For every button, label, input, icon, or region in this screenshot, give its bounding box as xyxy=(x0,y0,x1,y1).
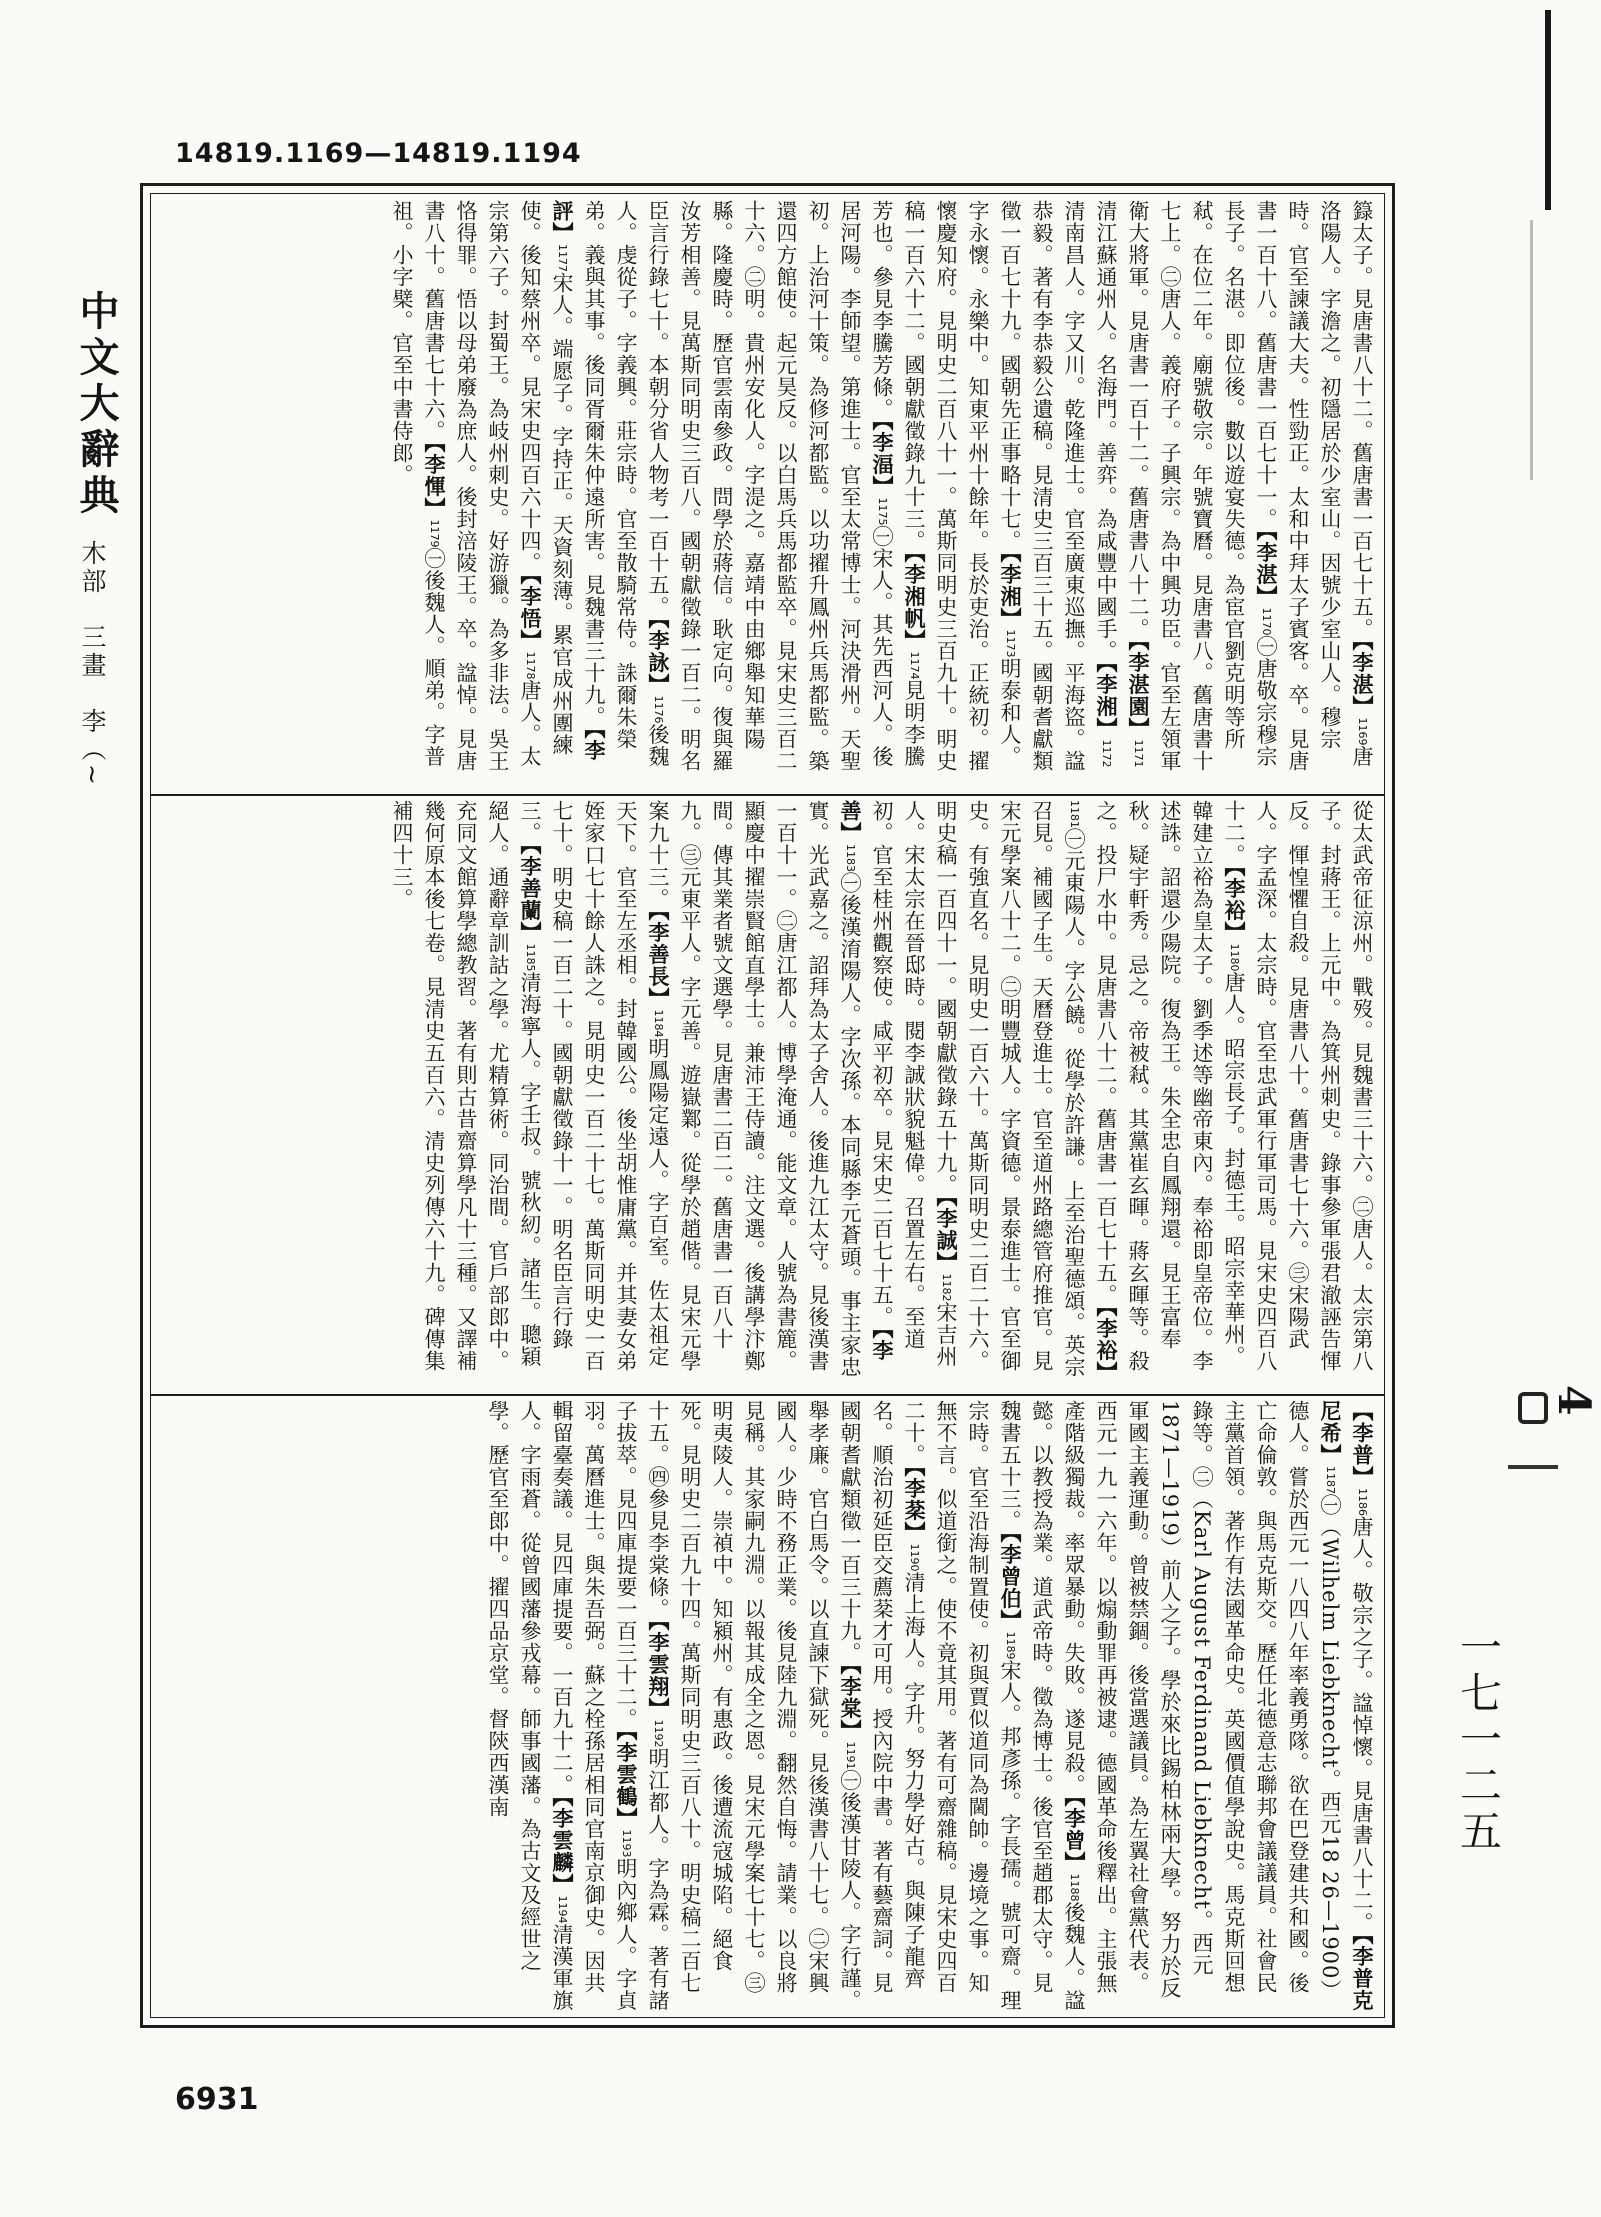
entry-range-header: 14819.1169—14819.1194 xyxy=(175,138,582,169)
entry-headword: 【李曾】 xyxy=(1062,1796,1087,1874)
section-label: 木部 三畫 李（∼ xyxy=(78,540,107,788)
entry-headword: 【李詠】 xyxy=(646,618,671,696)
entry-text: 見明李騰芳也。參見李騰芳條。 xyxy=(870,200,926,768)
entry-text: ㊀後魏人。順弟。字普祖。小字檗。官至中書侍郎。 xyxy=(390,200,446,768)
entry-number: 1183 xyxy=(844,844,857,872)
tier-middle xyxy=(157,800,1378,1388)
entry-text: 清江蘇通州人。名海門。善弈。為咸豐中國手。 xyxy=(1094,200,1118,662)
entry-text: 後魏人。虔從子。字義興。莊宗時。官至散騎常侍。誅爾朱榮弟。義與其事。後同胥爾朱仲遠所害。見魏書三十九。 xyxy=(582,200,670,768)
page-frame xyxy=(140,183,1395,2028)
dictionary-entry xyxy=(1094,800,1246,1372)
entry-headword: 【李湘】 xyxy=(998,552,1023,630)
entry-text: 從太武帝征涼州。戰歿。見魏書三十六。㊁唐人。太宗第八子。封蔣王。上元中。為箕州刺史。錄事參軍張君澈誣告惲反。惲惶懼自殺。見唐書八十。舊唐書七十六。㊂宋陽武人。字孟深。太宗時。官至忠武軍行軍司馬。見宋史四百八十二。 xyxy=(1222,800,1374,1372)
tier-divider-2 xyxy=(151,1394,1384,1396)
entry-number: 1193 xyxy=(620,1829,633,1858)
entry-number: 1179 xyxy=(428,519,441,548)
entry-number: 1174 xyxy=(908,651,921,680)
margin-mark-icon xyxy=(1518,1392,1548,1424)
entry-number: 1186 xyxy=(1356,1488,1369,1516)
entry-headword: 【李湘帆】 xyxy=(902,552,927,652)
entry-number: 1181 xyxy=(1068,800,1081,828)
page-inner-frame xyxy=(150,193,1385,2018)
entry-text: 宋吉州人。宋太宗在晉邸時。閱李誠狀貌魁偉。召置左右。至道初。官至桂州觀察使。咸平初卒。見宋史二百七十五。 xyxy=(870,800,958,1368)
entry-headword: 【李雲翔】 xyxy=(646,1620,671,1720)
entry-text: 唐人。昭宗長子。封德王。昭宗幸華州。韓建立裕為皇太子。劉季述等幽帝東內。奉裕即皇帝位。李述誅。詔還少陽院。復為王。朱全忠自鳳翔還。見王富奉秋。疑宇軒秀。忌之。帝被弒。其黨崔玄暉。蔣玄暉等。殺之。投尸水中。見唐書八十二。舊唐書一百七十五。 xyxy=(1094,800,1246,1372)
entry-headword: 【李裕】 xyxy=(1094,1306,1119,1384)
entry-number: 1173 xyxy=(1004,629,1017,658)
entry-headword: 【李裕】 xyxy=(1222,866,1247,944)
entry-headword: 【李評】 xyxy=(550,200,607,762)
entry-number: 1188 xyxy=(1068,1873,1081,1902)
entry-headword: 【李棠】 xyxy=(838,1664,863,1742)
entry-number: 1180 xyxy=(1228,943,1241,972)
entry-number: 1194 xyxy=(556,1895,569,1924)
entry-headword: 【李雲鶴】 xyxy=(614,1730,639,1830)
tier-top xyxy=(157,200,1378,788)
entry-headword: 【李悟】 xyxy=(518,574,543,652)
entry-headword: 【李湛園】 xyxy=(1126,640,1151,740)
entry-headword: 【李善】 xyxy=(838,800,895,1362)
entry-text: ㊀後漢淯陽人。字次孫。本同縣李元蒼頭。事主家忠實。光武嘉之。詔拜為太子舍人。後進九江太守。見後漢書一百十一。㊁唐江都人。博學淹通。能文章。人號為書簏。顯慶中擢崇賢館直學士。兼沛王侍讀。注文選。後講學汴鄭間。傳其業者號文選學。見唐書二百二。舊唐書一百八十九。㊂元東平人。字元善。遊嶽鄴。從學於趙偕。見宋元學案九十三。 xyxy=(646,800,862,1378)
entry-headword: 【李棻】 xyxy=(902,1466,927,1544)
entry-headword: 【李雲麟】 xyxy=(550,1796,575,1896)
entry-text: 籙太子。見唐書八十二。舊唐書一百七十五。 xyxy=(1350,200,1374,640)
entry-number: 1171 xyxy=(1132,739,1145,768)
entry-number: 1185 xyxy=(524,943,537,972)
entry-headword: 【李普克尼希】 xyxy=(1318,1400,1375,2012)
entry-text: 清漢軍旗人。字雨蒼。從曾國藩參戎幕。師事國藩。為古文及經世之學。歷官至郎中。擢四品京堂。督陝西漢南 xyxy=(486,1400,574,2012)
entry-number: 1191 xyxy=(844,1741,857,1770)
dictionary-title: 中文大辭典 xyxy=(73,290,120,520)
entry-text: 明鳳陽定遠人。字百室。佐太祖定天下。官至左丞相。封韓國公。後坐胡惟庸黨。并其妻女弟姪家口七十餘人誅之。見明史一百二十七。萬斯同明史一百七十。明史稿一百二十。國朝獻徵錄十一。明名臣言行錄三。 xyxy=(518,800,670,1372)
entry-headword: 【李誠】 xyxy=(934,1196,959,1274)
dictionary-entry xyxy=(1350,1400,1374,1934)
dictionary-entry xyxy=(934,800,1118,1384)
entry-text: ㊀（Wilhelm Liebknecht。西元18 26—1900）德人。嘗於西元一八四八年率義勇隊。欲在巴登建共和國。後亡命倫敦。與馬克斯交。歷任北德意志聯邦會議議員。社會民主黨首領。著作有法國革命史。英國價值學說史。馬克斯回想錄等。㊁（Karl August Ferdinand Liebknecht。西元1871—1919）前人之子。學於來比錫柏林兩大學。努力於反軍國主義運動。曾被禁錮。後當選議員。為左翼社會黨代表。西元一九一六年。以煽動罪再被逮。德國革命後釋出。主張無產階級獨裁。率眾暴動。失敗。遂見殺。 xyxy=(1062,1400,1342,2002)
entry-number: 1187 xyxy=(1324,1466,1337,1494)
margin-rule-icon xyxy=(1508,1465,1558,1469)
scan-shadow-icon xyxy=(1530,220,1533,480)
entry-number: 1177 xyxy=(556,244,569,272)
entry-text: 唐洛陽人。字澹之。初隱居於少室山。因號少室山人。穆宗時。官至諫議大夫。性勁正。太和中拜太子賓客。卒。見唐書一百十八。舊唐書一百七十一。 xyxy=(1254,200,1374,772)
tier-divider-1 xyxy=(151,794,1384,796)
entry-headword: 【李善長】 xyxy=(646,910,671,1010)
entry-headword: 【李善蘭】 xyxy=(518,844,543,944)
entry-text: 宋人。端愿子。字持正。天資刻薄。累官成州團練使。後知蔡州卒。見宋史四百六十四。 xyxy=(518,200,574,756)
dictionary-entry xyxy=(646,1400,862,2012)
entry-number: 1169 xyxy=(1356,717,1369,746)
entry-text: 明內鄉人。字貞羽。萬曆進士。與朱吾弼。蘇之栓孫居相同官南京御史。因共輯留臺奏議。見四庫提要。一百九十二。 xyxy=(550,1400,638,2012)
dictionary-entry xyxy=(1350,200,1374,640)
entry-number: 1172 xyxy=(1100,739,1113,768)
entry-headword: 【李湛】 xyxy=(1350,640,1375,718)
dictionary-entry xyxy=(1062,1400,1374,2012)
entry-number: 1182 xyxy=(940,1273,953,1302)
entry-text: 清上海人。字升。努力學好古。與陳子龍齊名。順治初延臣交薦棻才可用。授內院中書。著有藝齋詞。見國朝耆獻類徵一百三十九。 xyxy=(838,1400,926,1994)
entry-text: 清南昌人。字又川。乾隆進士。官至廣東巡撫。平海盜。諡恭毅。著有李恭毅公遺稿。見清史三百三十五。國朝耆獻類徵一百七十九。國朝先正事略十七。 xyxy=(998,200,1086,772)
entry-text: 宋人。邦彥孫。字長孺。號可齋。理宗時。官至沿海制置使。初與賈似道同為閫帥。邊境之事。知無不言。似道銜之。使不竟其用。著有可齋雜稿。見宋史四百二十。 xyxy=(902,1400,1022,2012)
entry-headword: 【李湘】 xyxy=(1094,662,1119,740)
entry-text: ㊀唐敬宗穆宗長子。名湛。即位後。數以遊宴失德。為宦官劉克明等所弒。在位二年。廟號敬宗。年號寶曆。見唐書八。舊唐書十七上。㊁唐人。義府子。子興宗。為中興功臣。官至左領軍衛大將軍。見唐書一百十二。舊唐書八十二。 xyxy=(1126,200,1278,772)
entry-headword: 【李曾伯】 xyxy=(998,1532,1023,1632)
entry-text: 清海寧人。字壬叔。號秋紉。諸生。聰穎絕人。通辭章訓詁之學。尤精算術。同治間。官戶部郎中。充同文館算學總教習。著有則古昔齋算學凡十三種。又譯補幾何原本後七卷。見清史五百六。清史列傳六十九。碑傳集補四十三。 xyxy=(390,800,542,1372)
entry-headword: 【李湢】 xyxy=(870,420,895,498)
chinese-page-number: 一七一二五 xyxy=(1454,1625,1503,1855)
page-number: 6931 xyxy=(175,2082,259,2117)
entry-number: 1170 xyxy=(1260,607,1273,636)
entry-text: 明泰和人。字永懷。永樂中。知東平州十餘年。長於吏治。正統初。擢懷慶知府。見明史二百八十一。萬斯同明史三百九十。明史稿一百六十二。國朝獻徵錄九十三。 xyxy=(902,200,1022,772)
entry-text: ㊀後漢甘陵人。字行謹。舉孝廉。官白馬令。以直諫下獄死。見後漢書八十七。㊁宋興國人。少時不務正業。後見陸九淵。翻然自悔。請業。以良將見稱。其家嗣九淵。以報其成全之恩。見宋元學案七十七。㊂明夷陵人。崇禎中。知潁州。有惠政。後遭流寇城陷。絕食死。見明史二百九十四。萬斯同明史三百八十。明史稿二百七十五。㊃參見李棠條。 xyxy=(646,1400,862,2012)
entry-text: ㊀元東陽人。字公饒。從學於許謙。上至治聖德頌。英宗召見。補國子生。天曆登進士。官至道州路總管府推官。見宋元學案八十二。㊁明豐城人。字資德。景泰進士。官至御史。有強直名。見明史一百六十。萬斯同明史二百二十六。明史稿一百四十一。國朝獻徵錄五十九。 xyxy=(934,800,1086,1378)
entry-text: 唐人。敬宗之子。諡悼懷。見唐書八十二。 xyxy=(1350,1516,1374,1934)
entry-number: 1176 xyxy=(652,695,665,724)
dictionary-entry xyxy=(646,800,894,1378)
entry-number: 1192 xyxy=(652,1719,665,1748)
tier-bottom xyxy=(157,1400,1378,2014)
dictionary-entry xyxy=(390,800,542,1372)
entry-number: 1190 xyxy=(908,1543,921,1572)
entry-number: 1184 xyxy=(652,1009,665,1038)
scan-edge-icon xyxy=(1545,10,1551,210)
entry-text: 明江都人。字為霖。著有諸子拔萃。見四庫提要一百三十二。 xyxy=(614,1400,670,2012)
dictionary-entry xyxy=(646,200,894,772)
entry-number: 1178 xyxy=(524,651,537,680)
entry-text: 唐人。太宗第六子。封蜀王。為岐州刺史。好游獵。為多非法。吳王恪得罪。悟以母弟廢為庶人。後封涪陵王。卒。諡悼。見唐書八十。舊唐書七十六。 xyxy=(422,200,542,772)
volume-mark: 4 xyxy=(1548,1385,1599,1416)
entry-headword: 【李普】 xyxy=(1350,1400,1375,1488)
entry-headword: 【李惲】 xyxy=(422,442,447,520)
entry-text: ㊀宋人。其先西河人。後居河陽。李師望。第進士。官至太常博士。河決滑州。天聖初。上治河十策。為修河都監。以功擢升鳳州兵馬都監。築還四方館使。起元昊反。以白馬兵馬都監卒。見宋史三百二十六。㊁明。貴州安化人。字湜之。嘉靖中由鄉舉知華陽縣。隆慶時。歷官雲南參政。問學於蔣信。耿定向。復與羅汝芳相善。見萬斯同明史三百八。國朝獻徵錄一百二。明名臣言行錄七十。本朝分省人物考一百十五。 xyxy=(646,200,894,772)
entry-headword: 【李湛】 xyxy=(1254,530,1279,608)
entry-number: 1175 xyxy=(876,497,889,526)
entry-text: 後魏人。諡懿。以教授為業。道武帝時。徵為博士。後官至趙郡太守。見魏書五十三。 xyxy=(998,1400,1086,2012)
entry-number: 1189 xyxy=(1004,1631,1017,1660)
